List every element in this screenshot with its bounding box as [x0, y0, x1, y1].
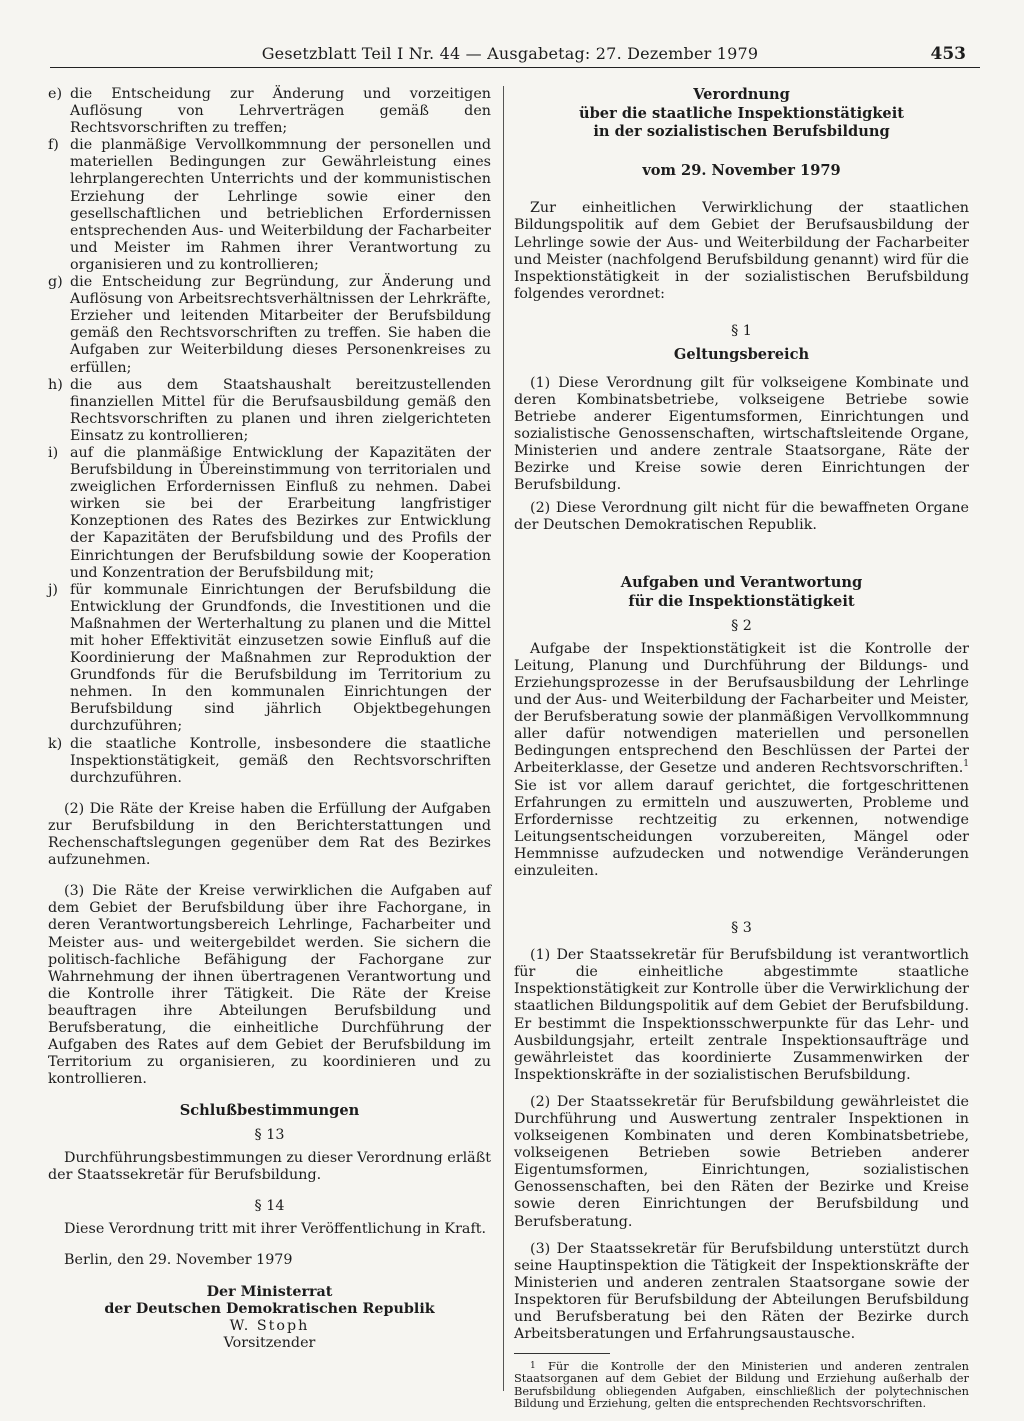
right-column	[514, 86, 969, 1409]
list-item-label: g)	[48, 274, 63, 291]
section-14-text: Diese Verordnung tritt mit ihrer Veröffentlichung in Kraft.	[64, 1221, 487, 1238]
list-item-label: h)	[48, 376, 63, 393]
section-2-text-part1: Aufgabe der Inspektionstätigkeit ist die Kontrolle der Leitung, Planung und Durchführung der Bildungs- und Erziehungsprozesse in der Berufsausbildung der Lehrlinge und der Aus- und Weiterbildung der Facharbeiter und Meister, der Berufsberatung sowie der planmäßigen Vervollkommnung aller dafür notwendigen materiellen und personellen Bedingungen entsprechend den Beschlüssen der Partei der Arbeiterklasse, der Gesetze und anderen Rechtsvorschriften.	[514, 640, 969, 777]
section-3-number: § 3	[731, 920, 752, 937]
left-column	[48, 86, 491, 1352]
list-item	[48, 86, 491, 137]
footnote-rule	[514, 1353, 610, 1354]
list-item-label: e)	[48, 86, 63, 102]
list-item-text: die Entscheidung zur Begründung, zur Änderung und Auflösung von Arbeitsrechtsverhältnissen der Lehrkräfte, Erzieher und leitenden Mitarbeiter der Berufsbildung gemäß den Rechtsvorschriften zu treffen. Sie haben die Aufgaben zur Weiterbildung dieses Personenkreises zu erfüllen;	[70, 274, 491, 376]
list-item-text: die Entscheidung zur Änderung und vorzeitigen Auflösung von Lehrverträgen gemäß den Rechtsvorschriften zu treffen;	[70, 86, 491, 137]
footnote	[514, 1360, 969, 1409]
list-item	[48, 377, 491, 445]
list-item	[48, 582, 491, 736]
list-item	[48, 736, 491, 787]
section-1-para-1: (1) Diese Verordnung gilt für volkseigene Kombinate und deren Kombinatsbetriebe, volkseigene Betriebe sowie Betriebe anderer Eigentumsformen, Einrichtungen und sozialistische Genossenschaften, wirtschaftsleitende Organe, Ministerien und andere zentrale Staatsorgane, Räte der Bezirke und Kreise sowie deren Einrichtungen der Berufsbildung.	[514, 374, 969, 494]
place-date: Berlin, den 29. November 1979	[64, 1252, 293, 1269]
list-item-text: die staatliche Kontrolle, insbesondere die staatliche Inspektionstätigkeit, gemäß den Rechtsvorschriften durchzuführen.	[70, 735, 491, 786]
section-1-para-2: (2) Diese Verordnung gilt nicht für die bewaffneten Organe der Deutschen Demokratischen Republik.	[514, 500, 969, 534]
list-item-text: für kommunale Einrichtungen der Berufsbildung die Entwicklung der Grundfonds, die Investitionen und die Maßnahmen der Werterhaltung zu planen und die Mittel mit hoher Effektivität einzusetzen sowie Einfluß auf die Koordinierung der Maßnahmen zur Reproduktion der Grundfonds für die Berufsbildung im Territorium zu nehmen. In den kommunalen Einrichtungen der Berufsbildung sind jährlich Objektbegehungen durchzuführen;	[70, 581, 491, 735]
tasks-heading-line1: Aufgaben und Verantwortung	[620, 574, 863, 592]
section-3-para-1: (1) Der Staatssekretär für Berufsbildung ist verantwortlich für die einheitliche abgestimmte staatliche Inspektionstätigkeit zur Kontrolle über die Verwirklichung der staatlichen Bildungspolitik auf dem Gebiet der Berufsbildung. Er bestimmt die Inspektionsschwerpunkte für das Lehr- und Ausbildungsjahr, erteilt zentrale Inspektionsaufträge und gewährleistet das koordinierte Zusammenwirken der Inspektionskräfte in der sozialistischen Berufsbildung.	[514, 947, 969, 1083]
ordinance-date: vom 29. November 1979	[642, 161, 841, 179]
paragraph-2: (2) Die Räte der Kreise haben die Erfüllung der Aufgaben zur Berufsbildung in den Berichterstattungen und Rechenschaftslegungen gegenüber dem Rat des Bezirkes aufzunehmen.	[48, 800, 491, 869]
column-divider	[503, 86, 504, 1391]
section-1-number: § 1	[731, 322, 752, 339]
ordinance-title-line1: Verordnung	[693, 86, 790, 103]
list-item-text: die aus dem Staatshaushalt bereitzustellenden finanziellen Mittel für die Berufsausbildung gemäß den Rechtsvorschriften zu planen und ihren zielgerichteten Einsatz zu kontrollieren;	[70, 376, 491, 444]
footnote-reference: 1	[963, 759, 969, 770]
footnote-mark: 1	[530, 1361, 536, 1372]
list-item-label: j)	[48, 581, 59, 598]
final-provisions-heading: Schlußbestimmungen	[179, 1102, 360, 1120]
header-title: Gesetzblatt Teil I Nr. 44 — Ausgabetag: 27. Dezember 1979	[261, 44, 759, 63]
section-3-para-3: (3) Der Staatssekretär für Berufsbildung unterstützt durch seine Hauptinspektion die Tätigkeit der Inspektionskräfte der Ministerien und anderen zentralen Staatsorgane sowie der Inspektoren für Berufsbildung der Abteilungen Berufsbildung und Berufsberatung bei den Räten der Bezirke durch Arbeitsberatungen und Erfahrungsaustausche.	[514, 1240, 969, 1343]
list-item-label: i)	[48, 444, 59, 461]
section-13-number: § 13	[254, 1126, 285, 1143]
page-header	[40, 42, 980, 68]
signature-council: Der Ministerrat	[206, 1283, 333, 1300]
section-14-number: § 14	[254, 1198, 285, 1215]
list-item	[48, 137, 491, 274]
signature-republic: der Deutschen Demokratischen Republik	[104, 1300, 435, 1317]
list-item-text: auf die planmäßige Entwicklung der Kapazitäten der Berufsbildung in Übereinstimmung von territorialen und zweiglichen Erfordernissen Einfluß zu nehmen. Dabei wirken sie bei der Erarbeitung langfristiger Konzeptionen des Rates des Bezirkes zur Entwicklung der Kapazitäten der Berufsbildung und des Profils der Einrichtungen der Berufsbildung sowie der Kooperation und Konzentration der Berufsbildung mit;	[70, 444, 491, 581]
section-2-text	[514, 641, 969, 880]
ordinance-title-line3: in der sozialistischen Berufsbildung	[593, 123, 890, 141]
section-2-number: § 2	[731, 617, 752, 634]
section-2-text-part2: Sie ist vor allem darauf gerichtet, die fortgeschrittenen Erfahrungen zu ermitteln und auszuwerten, Probleme und Erfordernisse rechtzeitig zu erkennen, notwendige Leitungsentscheidungen vorzubereiten, Mängel oder Hemmnisse aufzudecken und notwendige Veränderungen einzuleiten.	[514, 777, 969, 879]
list-item	[48, 445, 491, 582]
list-item-label: k)	[48, 735, 63, 752]
section-1-heading: Geltungsbereich	[673, 346, 810, 364]
signature-role: Vorsitzender	[223, 1334, 316, 1351]
section-13-text: Durchführungsbestimmungen zu dieser Verordnung erläßt der Staatssekretär für Berufsbildung.	[48, 1150, 491, 1184]
footnote-text: Für die Kontrolle der den Ministerien und anderen zentralen Staatsorganen auf dem Gebiet der Bildung und Erziehung außerhalb der Berufsbildung obliegenden Aufgaben, einschließlich der polytechnischen Bildung und Erziehung, gelten die entsprechenden Rechtsvorschriften.	[514, 1359, 969, 1410]
list-item	[48, 274, 491, 377]
header-rule	[50, 67, 980, 68]
list-item-label: f)	[48, 137, 59, 154]
signature-name: W. Stoph	[229, 1317, 310, 1334]
preamble: Zur einheitlichen Verwirklichung der staatlichen Bildungspolitik auf dem Gebiet der Berufsausbildung der Lehrlinge sowie der Aus- und Weiterbildung der Facharbeiter und Meister (nachfolgend Berufsbildung genannt) wird für die Inspektionstätigkeit in der sozialistischen Berufsbildung folgendes verordnet:	[514, 200, 969, 302]
list-item-text: die planmäßige Vervollkommnung der personellen und materiellen Bedingungen zur Gewährleistung eines lehrplangerechten Unterrichts und der kommunistischen Erziehung der Lehrlinge sowie einer den gesellschaftlichen und betrieblichen Erfordernissen entsprechenden Aus- und Weiterbildung der Facharbeiter und Meister im Rahmen ihrer Verantwortung zu organisieren und zu kontrollieren;	[70, 137, 491, 273]
ordinance-title-line2: über die staatliche Inspektionstätigkeit	[578, 104, 904, 122]
paragraph-3: (3) Die Räte der Kreise verwirklichen die Aufgaben auf dem Gebiet der Berufsbildung über ihre Fachorgane, in deren Verantwortungsbereich Lehrlinge, Facharbeiter und Meister aus- und weitergebildet werden. Sie sichern die politisch-fachliche Befähigung der Fachorgane zur Wahrnehmung der ihnen übertragenen Verantwortung und die Kontrolle ihrer Tätigkeit. Die Räte der Kreise beauftragen ihre Abteilungen Berufsbildung und Berufsberatung, die einheitliche Durchführung der Aufgaben des Rates auf dem Gebiet der Berufsbildung im Territorium zu organisieren, zu koordinieren und zu kontrollieren.	[48, 883, 491, 1088]
section-3-para-2: (2) Der Staatssekretär für Berufsbildung gewährleistet die Durchführung und Auswertung zentraler Inspektionen in volkseigenen Kombinaten und deren Kombinatsbetriebe, volkseigenen Betrieben sowie Betrieben anderer Eigentumsformen, Einrichtungen, sozialistischen Genossenschaften, bei den Räten der Bezirke und Kreise sowie deren Einrichtungen der Berufsbildung und Berufsberatung.	[514, 1093, 969, 1230]
tasks-heading-line2: für die Inspektionstätigkeit	[628, 593, 855, 611]
page-number: 453	[930, 44, 966, 64]
